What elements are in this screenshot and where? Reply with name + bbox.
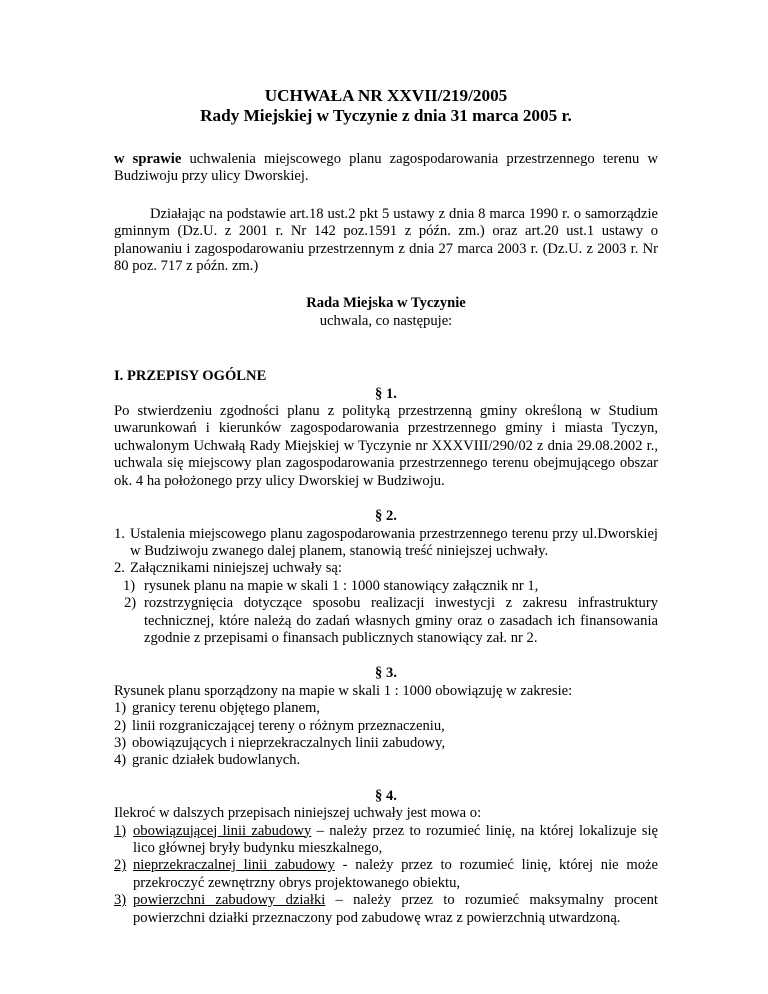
list-item: 1) granicy terenu objętego planem, [114, 700, 321, 717]
paragraph-4-lead: Ilekroć w dalszych przepisach niniejszej uchwały jest mowa o: [114, 805, 482, 822]
list-item: 4) granic działek budowlanych. [114, 752, 301, 769]
paragraph-1-number: § 1. [375, 385, 397, 402]
definition-term: powierzchni zabudowy działki [133, 892, 326, 909]
definitions-list [114, 823, 658, 927]
legal-basis: Działając na podstawie art.18 ust.2 pkt 5 ustawy z dnia 8 marca 1990 r. o samorządzie gminnym (Dz.U. z 2001 r. Nr 142 poz.1591 z późn. zm.) oraz art.20 ust.1 ustawy o planowaniu i zagospodarowaniu przestrzennym z dnia 27 marca 2003 r. (Dz.U. z 2003 r. Nr 80 poz. 717 z późn. zm.) [114, 205, 658, 275]
list-item: 2. Załącznikami niniejszej uchwały są: 1) rysunek planu na mapie w skali 1 : 1000 stanowiący załącznik nr 1, 2) rozstrzygnięcia dotyczące sposobu realizacji inwestycji z zakresu infrastruktury technicznej, które należą do zadań własnych gminy oraz o zasadach ich finansowania zgodnie z przepisami o finansach publicznych stanowiący zał. nr 2. [114, 560, 658, 646]
section-heading: I. PRZEPISY OGÓLNE [114, 368, 267, 385]
list-item: 1. Ustalenia miejscowego planu zagospodarowania przestrzennego terenu przy ul.Dworskiej w Budziwoju zwanego dalej planem, stanowią treść niniejszej uchwały. [114, 525, 658, 559]
definition-term: nieprzekraczalnej linii zabudowy [133, 857, 335, 874]
council-name: Rada Miejska w Tyczynie [306, 295, 466, 312]
subject [114, 151, 658, 186]
resolution-number: UCHWAŁA NR XXVII/219/2005 [264, 86, 508, 105]
paragraph-1-text: Po stwierdzeniu zgodności planu z polityką przestrzenną gminy określoną w Studium uwarunkowań i kierunków zagospodarowania przestrzennego gminy i miasta Tyczyn, uchwalonym Uchwałą Rady Miejskiej w Tyczynie nr XXXVIII/290/02 z dnia 29.08.2002 r., uchwala się miejscowy plan zagospodarowania przestrzennego terenu obejmującego obszar ok. 4 ha położonego przy ulicy Dworskiej w Budziwoju. [114, 403, 658, 489]
definition-item: 1) obowiązującej linii zabudowy – należy przez to rozumieć linię, na której lokalizuje się lico głównej bryły budynku mieszkalnego, [114, 822, 659, 856]
subject-lead: w sprawie [114, 151, 182, 167]
paragraph-2-list [114, 526, 658, 648]
definition-item: 3) powierzchni zabudowy działki – należy przez to rozumieć maksymalny procent powierzchni działki przeznaczony pod zabudowę wraz z powierzchnią utwardzoną. [114, 892, 658, 926]
paragraph-3-lead: Rysunek planu sporządzony na mapie w skali 1 : 1000 obowiązuję w zakresie: [114, 682, 573, 699]
list-item: 3) obowiązujących i nieprzekraczalnych linii zabudowy, [114, 734, 446, 751]
definition-term: obowiązującej linii zabudowy [133, 822, 312, 839]
paragraph-3-number: § 3. [375, 665, 397, 682]
paragraph-3-list [114, 700, 658, 770]
paragraph-4-number: § 4. [375, 787, 397, 804]
attachments-list [114, 578, 658, 648]
definition-item: 2) nieprzekraczalnej linii zabudowy - należy przez to rozumieć linię, której nie może przekroczyć zewnętrzny obrys projektowanego obiektu, [114, 857, 658, 891]
paragraph-2-number: § 2. [375, 508, 397, 525]
list-item: 2) rozstrzygnięcia dotyczące sposobu realizacji inwestycji z zakresu infrastruktury technicznej, które należą do zadań własnych gminy oraz o zasadach ich finansowania zgodnie z przepisami o finansach publicznych stanowiący zał. nr 2. [124, 595, 658, 646]
subject-text: uchwalenia miejscowego planu zagospodarowania przestrzennego terenu w Budziwoju przy ulicy Dworskiej. [114, 151, 658, 185]
resolution-council-date: Rady Miejskiej w Tyczynie z dnia 31 marca 2005 r. [200, 106, 572, 125]
document-page [114, 86, 658, 927]
list-item: 2) linii rozgraniczającej tereny o różnym przeznaczeniu, [114, 717, 445, 734]
list-item: 1) rysunek planu na mapie w skali 1 : 1000 stanowiący załącznik nr 1, [123, 577, 539, 594]
council-resolves: uchwala, co następuje: [319, 312, 453, 329]
